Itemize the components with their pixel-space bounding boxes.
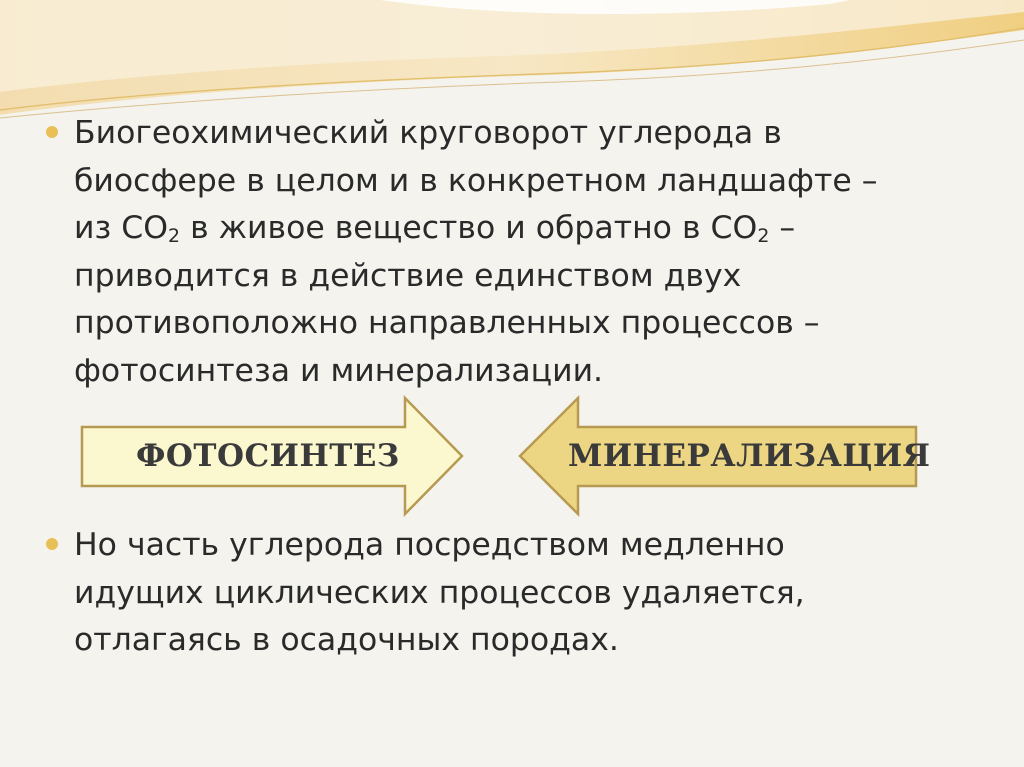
text-line: Но часть углерода посредством медленно	[74, 527, 785, 563]
bullet-item-sediment	[46, 522, 986, 665]
text-line: приводится в действие единством двух	[74, 257, 742, 294]
mineralization-arrow-label: МИНЕРАЛИЗАЦИЯ	[568, 438, 931, 474]
text-line: идущих циклических процессов удаляется,	[74, 574, 805, 611]
text-line: фотосинтеза и минерализации.	[74, 352, 604, 389]
text-line: противоположно направленных процессов –	[74, 305, 820, 341]
text-line: отлагаясь в осадочных породах.	[74, 622, 619, 658]
bullet-text	[74, 522, 986, 665]
text-line: Биогеохимический круговорот углерода в	[74, 115, 782, 151]
bullet-point-icon	[46, 538, 58, 550]
photosynthesis-arrow-label: ФОТОСИНТЕЗ	[136, 438, 400, 474]
text-line: биосфере в целом и в конкретном ландшафте –	[74, 162, 878, 199]
text-line: из $СО_2$ в живое вещество и обратно в $СО_2$ –	[74, 210, 796, 247]
